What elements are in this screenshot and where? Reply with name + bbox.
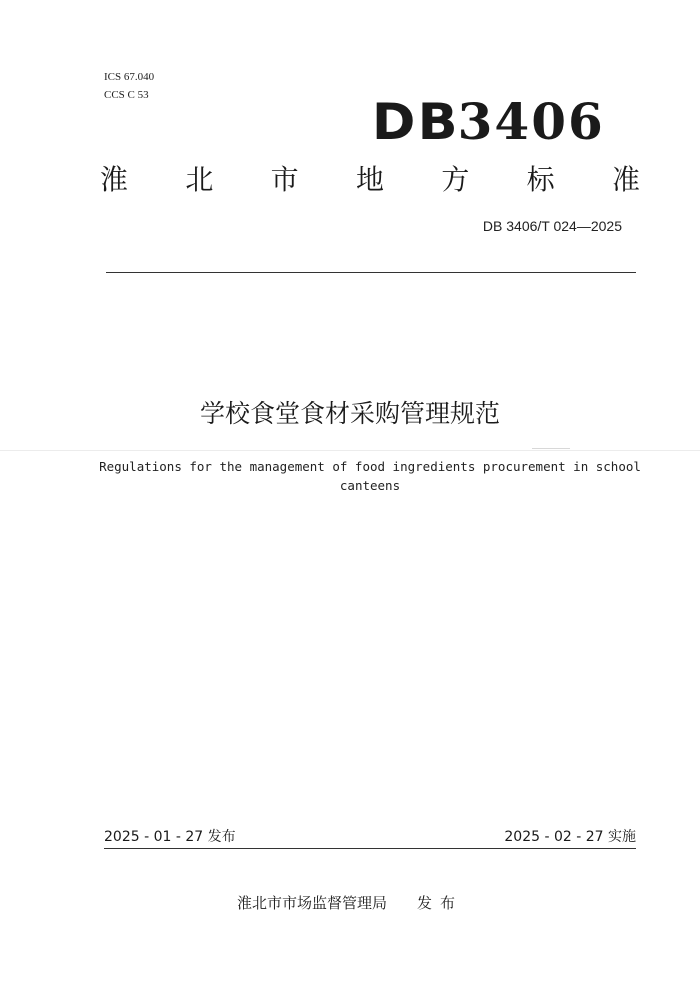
scan-artifact-mark: [532, 448, 570, 449]
issuing-authority: 淮北市市场监督管理局: [236, 894, 387, 912]
standard-category-char: 方: [441, 163, 470, 196]
bottom-divider: [104, 848, 636, 849]
scan-artifact-line: [0, 450, 700, 451]
standard-category-char: 准: [611, 163, 640, 196]
standard-category-char: 淮: [100, 163, 129, 196]
date-row: [104, 826, 636, 846]
standard-category-char: 标: [526, 163, 555, 196]
ccs-code: CCS C 53: [104, 89, 149, 101]
db-logo-prefix: DB: [371, 93, 460, 151]
db-logo-number: 3406: [457, 92, 605, 151]
standard-code: DB 3406/T 024—2025: [482, 218, 622, 234]
document-title-english: Regulations for the management of food ingredients procurement in school canteens: [99, 459, 641, 493]
standard-category-char: 市: [270, 163, 299, 196]
document-title-chinese: 学校食堂食材采购管理规范: [199, 399, 500, 428]
standard-category-char: 北: [185, 163, 214, 196]
top-divider: [106, 272, 636, 273]
issuing-authority-line: [0, 892, 700, 913]
standard-category-char: 地: [355, 163, 384, 196]
effective-date: 2025 - 02 - 27 实施: [504, 829, 636, 845]
standard-category-title: [100, 160, 640, 200]
db-logo: [371, 92, 605, 152]
classification-codes: [104, 68, 154, 104]
ics-code: ICS 67.040: [104, 71, 155, 83]
publish-date: 2025 - 01 - 27 发布: [104, 829, 236, 845]
issue-label: 发布: [417, 894, 464, 912]
